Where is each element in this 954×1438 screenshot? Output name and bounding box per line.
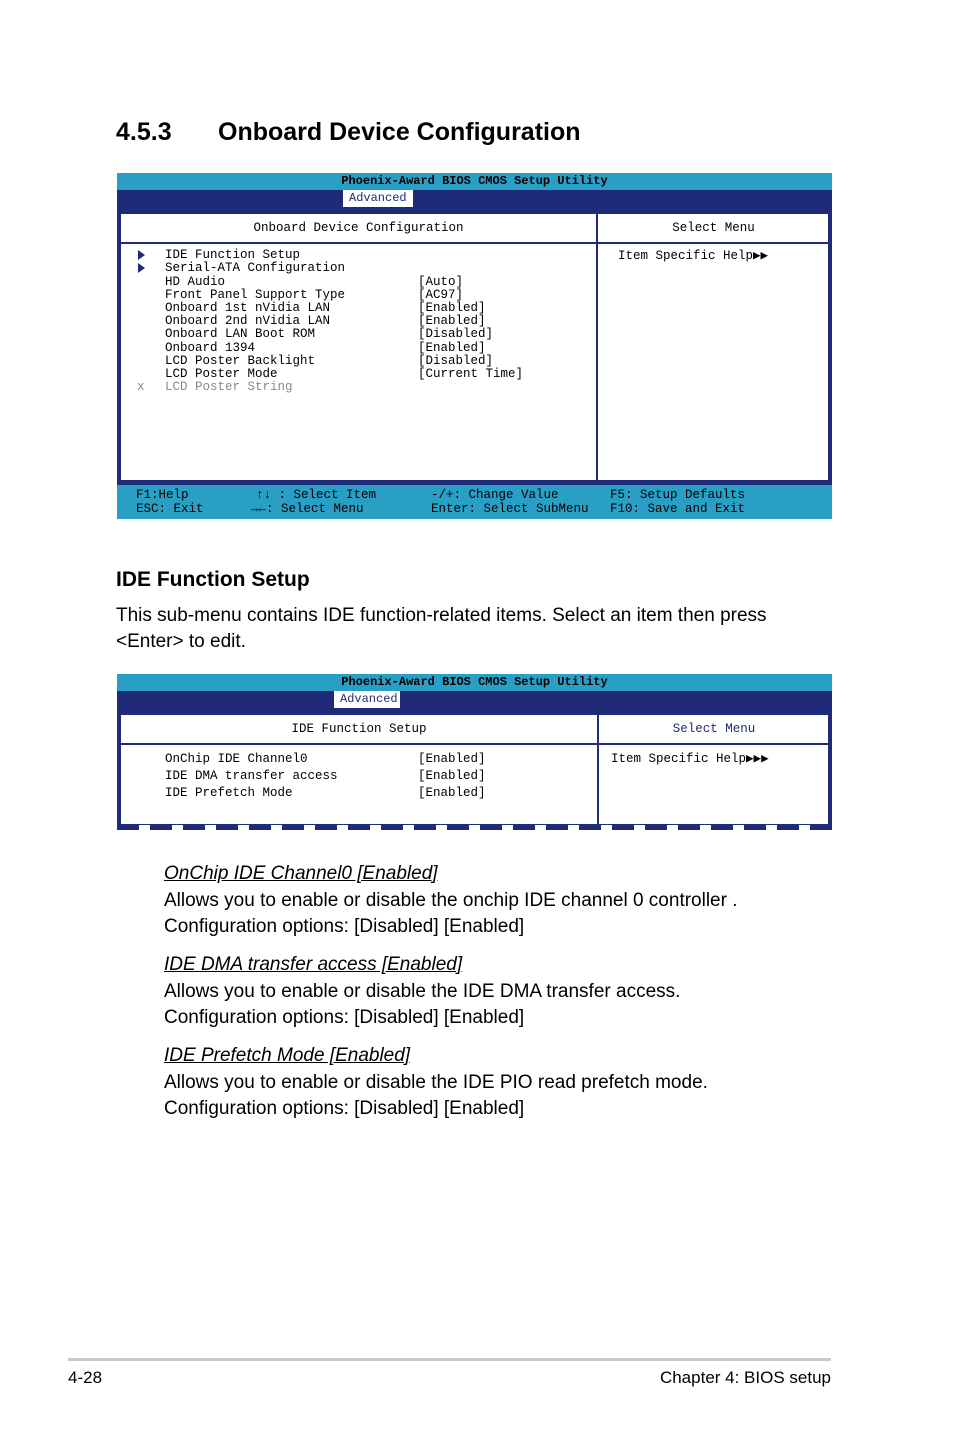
option-title-ide-dma: IDE DMA transfer access [Enabled] bbox=[164, 954, 463, 975]
bios-value-ide-prefetch-mode[interactable]: [Enabled] bbox=[418, 786, 486, 800]
bios-value-hd-audio[interactable]: [Auto] bbox=[418, 275, 464, 289]
bios-value-lcd-mode[interactable]: [Current Time] bbox=[418, 367, 524, 381]
footer-enter-submenu: Enter: Select SubMenu bbox=[431, 502, 589, 516]
left-pane-header: IDE Function Setup bbox=[121, 715, 597, 745]
option-config-onchip-ide: Configuration options: [Disabled] [Enabled] bbox=[164, 916, 525, 937]
section-number: 4.5.3 bbox=[116, 118, 172, 146]
section-title: Onboard Device Configuration bbox=[218, 118, 581, 146]
tab-advanced[interactable]: Advanced bbox=[343, 190, 413, 207]
bios-value-onboard-2nd-lan[interactable]: [Enabled] bbox=[418, 314, 486, 328]
footer-change-value: -/+: Change Value bbox=[431, 488, 559, 502]
bios-item-lcd-mode[interactable]: LCD Poster Mode bbox=[165, 367, 278, 381]
bios-item-ide-dma-transfer[interactable]: IDE DMA transfer access bbox=[165, 769, 338, 783]
submenu-arrow-icon bbox=[138, 263, 145, 273]
bios-screen-onboard-device bbox=[117, 173, 832, 519]
right-pane-header: Select Menu bbox=[598, 214, 829, 244]
bios-item-onboard-1394[interactable]: Onboard 1394 bbox=[165, 341, 256, 355]
bios-body bbox=[117, 708, 832, 825]
option-config-ide-dma: Configuration options: [Disabled] [Enabled] bbox=[164, 1007, 525, 1028]
bios-item-ide-prefetch-mode[interactable]: IDE Prefetch Mode bbox=[165, 786, 293, 800]
bios-value-onboard-1st-lan[interactable]: [Enabled] bbox=[418, 301, 486, 315]
page-number: 4-28 bbox=[68, 1368, 103, 1387]
option-desc-ide-prefetch: Allows you to enable or disable the IDE PIO read prefetch mode. bbox=[164, 1072, 708, 1093]
bios-value-lan-boot-rom[interactable]: [Disabled] bbox=[418, 327, 494, 341]
section-heading bbox=[116, 118, 581, 147]
bios-title-bar: Phoenix-Award BIOS CMOS Setup Utility bbox=[117, 173, 832, 190]
bios-screen-ide-function bbox=[117, 674, 832, 830]
bios-value-ide-dma-transfer[interactable]: [Enabled] bbox=[418, 769, 486, 783]
bios-value-onchip-ide-channel0[interactable]: [Enabled] bbox=[418, 752, 486, 766]
bios-tab-bar bbox=[117, 691, 832, 708]
bios-item-serial-ata-configuration[interactable]: Serial-ATA Configuration bbox=[165, 261, 346, 275]
bios-item-onboard-2nd-lan[interactable]: Onboard 2nd nVidia LAN bbox=[165, 314, 331, 328]
bios-tab-bar bbox=[117, 190, 832, 207]
footer-f10-save-exit: F10: Save and Exit bbox=[610, 502, 746, 516]
bios-item-onboard-1st-lan[interactable]: Onboard 1st nVidia LAN bbox=[165, 301, 331, 315]
bios-item-lcd-string: LCD Poster String bbox=[165, 380, 293, 394]
option-config-ide-prefetch: Configuration options: [Disabled] [Enabled] bbox=[164, 1098, 525, 1119]
bios-title-bar: Phoenix-Award BIOS CMOS Setup Utility bbox=[117, 674, 832, 691]
bios-item-front-panel-type[interactable]: Front Panel Support Type bbox=[165, 288, 346, 302]
bios-item-lcd-backlight[interactable]: LCD Poster Backlight bbox=[165, 354, 316, 368]
submenu-arrow-icon bbox=[138, 250, 145, 260]
bios-panel bbox=[120, 714, 829, 825]
bios-value-lcd-backlight[interactable]: [Disabled] bbox=[418, 354, 494, 368]
subsection-description: This sub-menu contains IDE function-related items. Select an item then press <Enter> to edit. bbox=[116, 605, 767, 652]
footer-esc-exit: ESC: Exit bbox=[136, 502, 204, 516]
footer-f5-defaults: F5: Setup Defaults bbox=[610, 488, 746, 502]
bios-panel bbox=[120, 213, 829, 481]
right-pane-header: Select Menu bbox=[599, 715, 829, 745]
footer-select-menu: →←: Select Menu bbox=[251, 502, 364, 516]
item-specific-help: Item Specific Help▶▶ bbox=[618, 249, 769, 263]
footer-f1-help: F1:Help bbox=[136, 488, 189, 502]
left-pane-header: Onboard Device Configuration bbox=[121, 214, 596, 244]
subsection-heading: IDE Function Setup bbox=[116, 568, 310, 591]
bios-item-lan-boot-rom[interactable]: Onboard LAN Boot ROM bbox=[165, 327, 316, 341]
item-specific-help: Item Specific Help▶▶▶ bbox=[611, 752, 769, 766]
footer-select-item: ↑↓ : Select Item bbox=[256, 488, 377, 502]
bios-body bbox=[117, 207, 832, 485]
bios-item-onchip-ide-channel0[interactable]: OnChip IDE Channel0 bbox=[165, 752, 308, 766]
bios-value-onboard-1394[interactable]: [Enabled] bbox=[418, 341, 486, 355]
disabled-marker: x bbox=[137, 380, 145, 394]
bios-item-ide-function-setup[interactable]: IDE Function Setup bbox=[165, 248, 301, 262]
option-desc-ide-dma: Allows you to enable or disable the IDE DMA transfer access. bbox=[164, 981, 681, 1002]
bios-footer bbox=[117, 485, 832, 519]
option-desc-onchip-ide: Allows you to enable or disable the onchip IDE channel 0 controller . bbox=[164, 890, 738, 911]
bios-value-front-panel-type[interactable]: [AC97] bbox=[418, 288, 464, 302]
bios-item-hd-audio[interactable]: HD Audio bbox=[165, 275, 226, 289]
option-title-ide-prefetch: IDE Prefetch Mode [Enabled] bbox=[164, 1045, 411, 1066]
tab-advanced[interactable]: Advanced bbox=[334, 691, 400, 708]
screen-cut-edge bbox=[117, 825, 832, 830]
option-title-onchip-ide: OnChip IDE Channel0 [Enabled] bbox=[164, 863, 438, 884]
chapter-title: Chapter 4: BIOS setup bbox=[659, 1368, 831, 1387]
footer-rule bbox=[68, 1358, 831, 1361]
